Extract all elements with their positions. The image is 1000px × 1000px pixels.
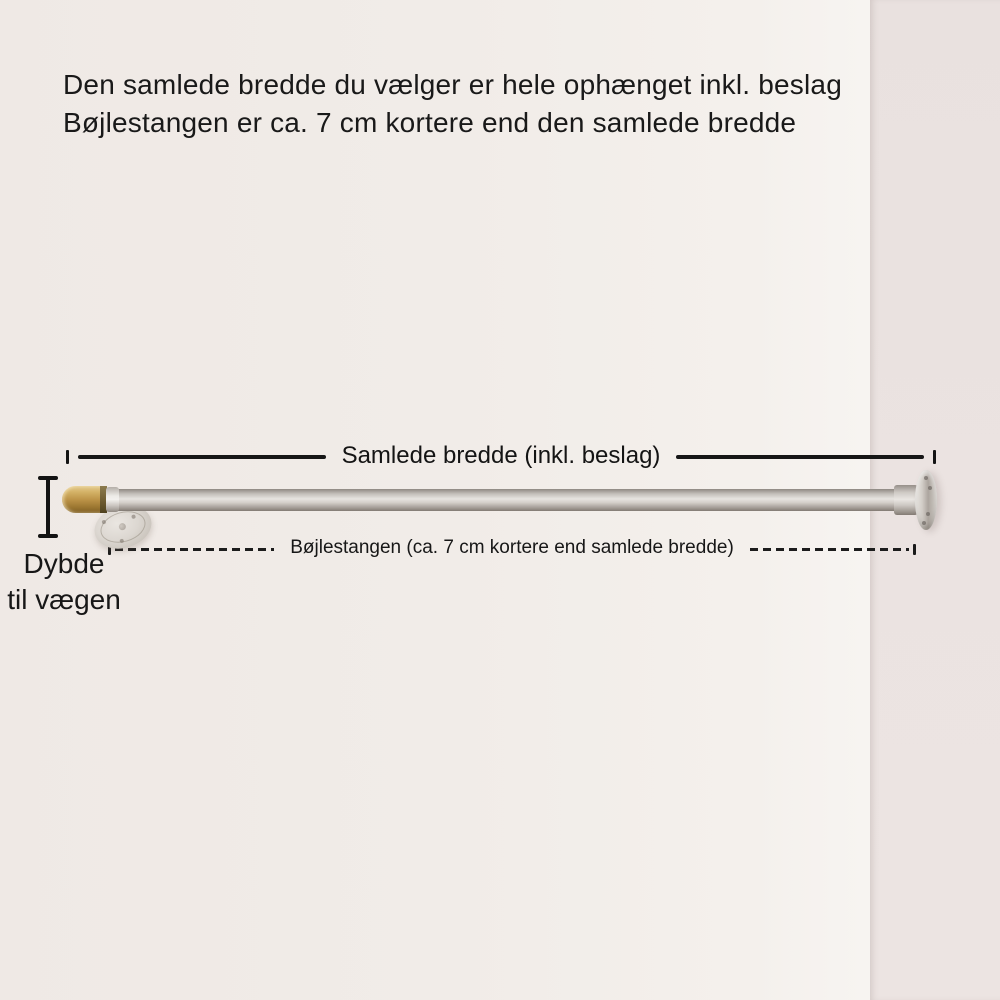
flange-bolt-hole [928,486,932,490]
total-width-measure [66,444,936,470]
measure-line-right [676,455,924,459]
flange-bolt-hole [922,521,926,525]
intro-text [63,66,842,142]
dashed-line-right [750,548,909,551]
total-width-label: Samlede bredde (inkl. beslag) [341,442,661,469]
flange-bolt-hole [119,538,124,543]
intro-line-2: Bøjlestangen er ca. 7 cm kortere end den samlede bredde [63,107,797,138]
intro-line-1: Den samlede bredde du vælger er hele ophænget inkl. beslag [63,69,842,100]
rod-length-label: Bøjlestangen (ca. 7 cm kortere end samlede bredde) [290,537,734,558]
depth-label-line-1: Dybde [23,548,105,579]
depth-tick-top [38,476,58,480]
depth-label [4,546,124,618]
flange-bolt-hole [101,520,106,525]
clothes-rail-pipe [98,489,898,511]
depth-tick-bottom [38,534,58,538]
dashed-line-left [115,548,274,551]
flange-bolt-hole [924,476,928,480]
measure-end-tick-right [933,450,936,464]
measure-end-tick-right [913,544,916,555]
depth-label-line-2: til vægen [7,584,121,615]
rod-length-measure [108,538,916,560]
brass-end-cap [62,486,102,513]
pipe-collar-left [106,487,119,512]
depth-measure-line [46,478,50,536]
flange-bolt-hole [926,512,930,516]
measure-end-tick-left [66,450,69,464]
flange-bolt-hole [131,514,136,519]
measure-line-left [78,455,326,459]
